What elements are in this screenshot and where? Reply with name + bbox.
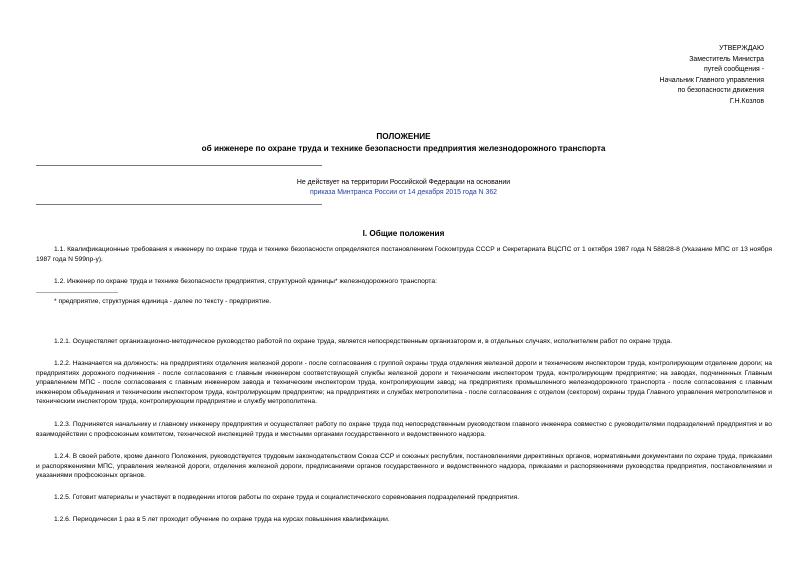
approval-line: путей сообщения - [703, 66, 764, 74]
paragraph-1-2-6: 1.2.6. Периодически 1 раз в 5 лет проходит обучение по охране труда на курсах повышения квалификации. [54, 516, 390, 523]
footnote: * предприятие, структурная единица - далее по тексту - предприятие. [54, 298, 272, 305]
approval-block [660, 44, 764, 108]
divider-bottom [36, 204, 322, 205]
footnote-divider [36, 292, 118, 293]
paragraph-1-2-4: 1.2.4. В своей работе, кроме данного Положения, руководствуется трудовым законодательством Союза ССР и союзных республик, постановлениями директивных органов, нормативными документами по охране труда, приказами и распоряжениями МПС, управления железной дороги, отделения железной дороги, предписаниями органов государственного и ведомственного надзора, приказами и распоряжениями руководства предприятия, постановлениями и указаниями профсоюзных органов. [36, 453, 772, 480]
paragraph-1-2-5: 1.2.5. Готовит материалы и участвует в подведении итогов работы по охране труда и социалистического соревнования подразделений предприятия. [54, 494, 520, 501]
document-title: ПОЛОЖЕНИЕ [376, 132, 431, 141]
approval-line: Г.Н.Козлов [729, 97, 764, 105]
section-heading: I. Общие положения [362, 229, 445, 238]
approval-line: Начальник Главного управления [659, 76, 764, 84]
paragraph-1-2-1: 1.2.1. Осуществляет организационно-методическое руководство работой по охране труда, является непосредственным организатором и, в отдельных случаях, исполнителем работ по охране труда. [54, 338, 672, 345]
notice-block [0, 178, 807, 199]
notice-text: Не действует на территории Российской Федерации на основании [296, 179, 511, 186]
paragraph-1-2-3: 1.2.3. Подчиняется начальнику и главному инженеру предприятия и осуществляет работу по охране труда под непосредственным руководством главного инженера совместно с руководителями подразделений предприятия и во взаимодействии с профсоюзным комитетом, технической инспекцией труда и местными органами государственного и ведомственного надзора. [36, 421, 772, 438]
document-title-block [0, 131, 807, 154]
paragraph-1-2-2: 1.2.2. Назначается на должность: на предприятиях отделения железной дороги - после согласования с группой охраны труда отделения железной дороги и техническим инспектором труда, контролирующим отделение дороги; на предприятиях дорожного подчинения - после согласования с главным инженером соответствующей службы железной дороги и техническим инспектором труда, контролирующим предприятие; на заводах, подчиненных Главным управлением МПС - после согласования с главным инженером завода и техническим инспектором труда, контролирующим завод; на предприятиях промышленного железнодорожного транспорта - после согласования с главным инженером объединения и техническим инспектором труда, контролирующим предприятие; на предприятиях и службах метрополитена - после согласования с отделом (сектором) охраны труда Главного управления метрополитенов и техническим инспектором труда, контролирующим предприятие и службу метрополитена. [36, 360, 772, 406]
paragraph-1-2: 1.2. Инженер по охране труда и технике безопасности предприятия, структурной единицы* железнодорожного транспорта: [54, 278, 437, 285]
paragraph-1-1: 1.1. Квалификационные требования к инженеру по охране труда и технике безопасности определяются постановлением Госкомтруда СССР и Секретариата ВЦСПС от 1 октября 1987 года N 588/28-8 (Указание МПС от 13 ноября 1987 года N 599пр-у). [36, 246, 772, 263]
notice-link[interactable]: приказа Минтранса России от 14 декабря 2015 года N 362 [309, 189, 498, 197]
divider-top [36, 165, 322, 166]
approval-line: Заместитель Министра [689, 55, 764, 63]
approval-line: УТВЕРЖДАЮ [719, 45, 764, 52]
document-subtitle: об инженере по охране труда и технике безопасности предприятия железнодорожного транспорта [201, 143, 606, 153]
approval-line: по безопасности движения [677, 87, 764, 95]
